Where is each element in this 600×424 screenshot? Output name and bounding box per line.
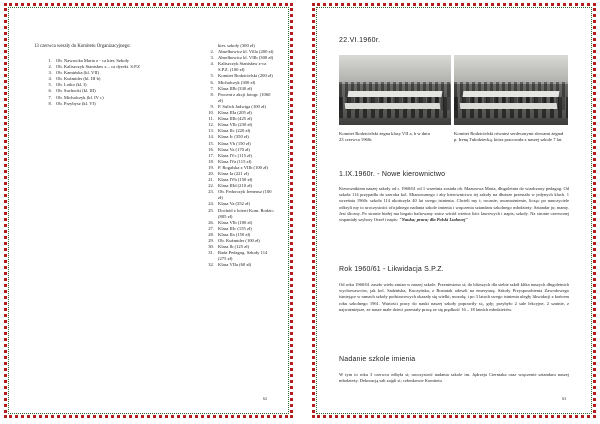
list-item-text: Abselbowicz kl. VIIb (300 zł) bbox=[218, 55, 274, 61]
list-item-text: Komitet Rodzicielski (200 zł) bbox=[218, 73, 273, 79]
list-item-text: Klasa IIIb (425 zł) bbox=[218, 116, 253, 122]
list-item-number: 3. bbox=[210, 55, 214, 61]
section-heading-new-management: 1.IX.1960r. - Nowe kierownictwo bbox=[339, 171, 446, 178]
section-text-new-management: Kierownikiem naszej szkoły od r. 1960/61 od 1 września została ob. Mazurowa Maria, długoletnia do wiadczony pedagog. Od szkoła 114 przypadła do szeroka kol. Mianowanego i aby kierownictwo tej szkoły na dłuższe przestało w jedynych klach. 1 września 1960r. szkoła 114 ukończyła 40 lat swego istnienia. Chcieli my t; rocznie; uwzmożnienie, licząc po nauczyciele odkryli my to uroczystości oficjalnego nadania szkole imienia i wręczenia sztandaru szkolnego młodzieży. Sztandar ju; mamy. Jest śliczny. Po stronie białej ma bogato haftowany znicz wśród wieńca liści laurowych i napis; szkoły. Na stronie czerwonej wspaniały szybory Orzeł i napis: "Nauka; praca; dla Polski Ludowej" bbox=[339, 186, 569, 223]
list-item-text: Klasa IIc (220 zł) bbox=[218, 128, 251, 134]
list-item-text: Klasa IIId (210 zł) bbox=[218, 183, 253, 189]
section-text-naming: W tym to roku 3 czerwca odbyła si; uroczystość nadania szkole im. Jędrzeja Cierniaka oraz wręczenie sztandaru naszej młodzieży. Dekoracją sali zajęli si; członkowie Komitetu bbox=[339, 372, 569, 384]
list-item-text: Ob. Lotko (kl. I) bbox=[56, 82, 87, 88]
list-item-text: Klasa VIIa (60 zł) bbox=[218, 262, 252, 268]
list-item-text: Ob. Przybysz (kl. VI) bbox=[56, 100, 96, 106]
list-item-number: 31. bbox=[208, 250, 214, 256]
list-item-text: Klasa IIIb (330 zł) bbox=[218, 85, 253, 91]
left-page bbox=[4, 3, 293, 418]
list-item-text: Klasa Vb (150 zł) bbox=[218, 140, 251, 146]
list-item-text: Klasa IIIa (205 zł) bbox=[218, 110, 252, 116]
committee-list bbox=[42, 58, 170, 107]
list-item-number: 17. bbox=[208, 152, 214, 158]
list-item bbox=[204, 262, 276, 268]
list-item-number: 24. bbox=[208, 201, 214, 207]
list-item-text: Klasa Ic (350 zł) bbox=[218, 134, 249, 140]
list-item-number: 21. bbox=[208, 177, 214, 183]
list-item-number: 5. bbox=[210, 73, 214, 79]
list-item-number: 26. bbox=[208, 219, 214, 225]
list-item-number: 5. bbox=[48, 82, 52, 88]
list-item-number: 18. bbox=[208, 158, 214, 164]
list-item bbox=[42, 101, 170, 107]
list-item-text: Klasa Va (352 zł) bbox=[218, 201, 250, 207]
list-item-number: 2. bbox=[210, 49, 214, 55]
list-item-number: 11. bbox=[208, 116, 214, 122]
list-item-number: 22. bbox=[208, 183, 214, 189]
list-item-number: 29. bbox=[208, 238, 214, 243]
list-item-text: Klasa VIb (180 zł) bbox=[218, 219, 253, 225]
date-heading: 22.VI.1960r. bbox=[339, 37, 381, 44]
list-item bbox=[204, 250, 276, 262]
list-item-text: P. Sulich Jadwiga (100 zł) bbox=[218, 103, 266, 109]
section-heading-naming: Nadanie szkole imienia bbox=[339, 356, 416, 363]
banner-motto: "Nauka; praca; dla Polski Ludowej" bbox=[399, 217, 468, 223]
list-item-text: Kaliszczyk Stanisław z-ca S.P.Z. (100 zł) bbox=[218, 61, 267, 73]
list-item-text: Klasa IIa (150 zł) bbox=[218, 231, 251, 237]
list-item bbox=[204, 61, 276, 73]
list-item-number: 1. bbox=[48, 58, 52, 63]
list-item-text: Klasa VIb (230 zł) bbox=[218, 122, 253, 128]
list-item-text: Dochód z loterii Kom. Rodzic. (805 zł) bbox=[218, 207, 275, 219]
list-item-number: 19. bbox=[208, 164, 214, 170]
list-item-number: 9. bbox=[210, 103, 214, 109]
list-item-number: 32. bbox=[208, 262, 214, 268]
list-item-text: Ob. Nawrocka Maria z - ca kier. Szkoły bbox=[56, 58, 130, 63]
list-item-text: Klasa IVc (115 zł) bbox=[218, 152, 252, 158]
list-item-text: P. Rogalska z VIIb (100 zł) bbox=[218, 164, 268, 170]
list-item-number: 27. bbox=[208, 225, 214, 231]
list-item-number: 25. bbox=[208, 207, 214, 213]
list-item bbox=[204, 92, 276, 104]
list-item-number: 3. bbox=[48, 70, 52, 76]
list-item-number: 12. bbox=[208, 122, 214, 128]
list-item-number: 28. bbox=[208, 231, 214, 237]
list-item-number: 13. bbox=[208, 128, 214, 134]
list-item-number: 6. bbox=[48, 88, 52, 94]
list-item-text: Klasa IIIc (155 zł) bbox=[218, 225, 252, 231]
list-item-text: Procent z akcji fotogr. (1060 zł) bbox=[218, 91, 271, 103]
list-item-text: Rada Pedagog. Szkoły 114 (275 zł) bbox=[218, 250, 268, 262]
list-item-text: Klasa IVb (150 zł) bbox=[218, 177, 253, 183]
list-item-number: 6. bbox=[210, 79, 214, 85]
list-item-text: Ob. Kuźmider (kl. III b) bbox=[56, 76, 101, 82]
list-item-number: 4. bbox=[210, 61, 214, 67]
list-item-number: 10. bbox=[208, 110, 214, 116]
list-item-text: Klasa Ia (221 zł) bbox=[218, 170, 249, 176]
page-number: 62 bbox=[263, 396, 268, 401]
list-item-number: 15. bbox=[208, 140, 214, 146]
list-item-number: 2. bbox=[48, 64, 52, 70]
list-item-number: 8. bbox=[210, 91, 214, 97]
list-item-number: 14. bbox=[208, 134, 214, 140]
list-item-text: Klasa Va (170 zł) bbox=[218, 146, 250, 152]
list-item-text: kier. szkoły (300 zł) bbox=[218, 43, 255, 48]
section-heading-liquidation: Rok 1960/61 - Likwidacja S.P.Z. bbox=[339, 266, 444, 273]
list-item-text: Ob. Fedorczyk Ireneusz (100 zł) bbox=[218, 189, 272, 201]
list-item-number: 23. bbox=[208, 189, 214, 195]
list-item-number: 7. bbox=[210, 85, 214, 91]
photo-caption-left: Komitet Rodzicielski żegna klasy VII a, b w dniu 23 czerwca 1960r. bbox=[339, 131, 430, 142]
list-item bbox=[204, 208, 276, 220]
list-item bbox=[204, 189, 276, 201]
list-item-number: 30. bbox=[208, 244, 214, 250]
section-text-liquidation: Od roku 1960/61 zaszło wielu zmian w naszej szkole. Przeniesiono si; do bliższych dla siebie szkół klika naszych długoletnich wychowawców, jak kol. Sadzińska, Kuczyńska, z Rosiniak odeszli na emeryturę. Szkoły Przysposobienia Zawodowego istniejące w ramach szkoły podstawowych okazały się wielki; mozolę; i po 3 latach swego istnienia uległy likwidacji z końcem roku szkolnego 1961. Wartości pracy do nauki naszej szkoły poprawiły si;, gdy; przybyło 2 sale lekcyjne, 2 szatnie, z najważniejsze, ze nasze małe dzieci przestały pracę ze się prędkość 16 – 18 latnich młodzieżów. bbox=[339, 282, 569, 312]
banquet-photo-left bbox=[339, 55, 451, 125]
list-item-number: 7. bbox=[48, 94, 52, 100]
intro-text: 13 czerwca weszły do Komitetu Organizacyjnego: bbox=[34, 44, 131, 49]
list-item-number: 8. bbox=[48, 100, 52, 106]
list-item-text: Ob. Kamińska (kl. VII) bbox=[56, 70, 99, 76]
right-page bbox=[312, 3, 596, 418]
list-item-text: Ob. Kuźmider (100 zł) bbox=[218, 238, 260, 243]
list-item-text: Ob. Suchocki (kl. III) bbox=[56, 88, 96, 94]
list-item-text: Klasa IVa (115 zł) bbox=[218, 158, 252, 164]
page-number: 63 bbox=[562, 396, 567, 401]
donations-list bbox=[204, 43, 276, 268]
list-item-text: Ob. Kaliszczyk Stanisław z – ca dyrekt. S.P.Z bbox=[56, 64, 141, 70]
list-item-number: 20. bbox=[208, 170, 214, 176]
banquet-photo-right bbox=[454, 55, 568, 125]
list-item-number: 16. bbox=[208, 146, 214, 152]
list-item-text: Ob. Michalczyk (kl. IV c) bbox=[56, 94, 104, 100]
list-item-number: 4. bbox=[48, 76, 52, 82]
photo-caption-right: Komitet Rodzicielski również serdecznymi słowami żegnał p. Irenę Tułodziecką, która pracowała z naszej szkole 7 lat. bbox=[454, 131, 564, 142]
list-item-text: Klasa Ib (125 zł) bbox=[218, 244, 249, 250]
list-item-text: Michalczyk (300 zł) bbox=[218, 79, 256, 85]
list-item-text: Abselbowicz kl. Villa (200 zł) bbox=[218, 49, 274, 55]
